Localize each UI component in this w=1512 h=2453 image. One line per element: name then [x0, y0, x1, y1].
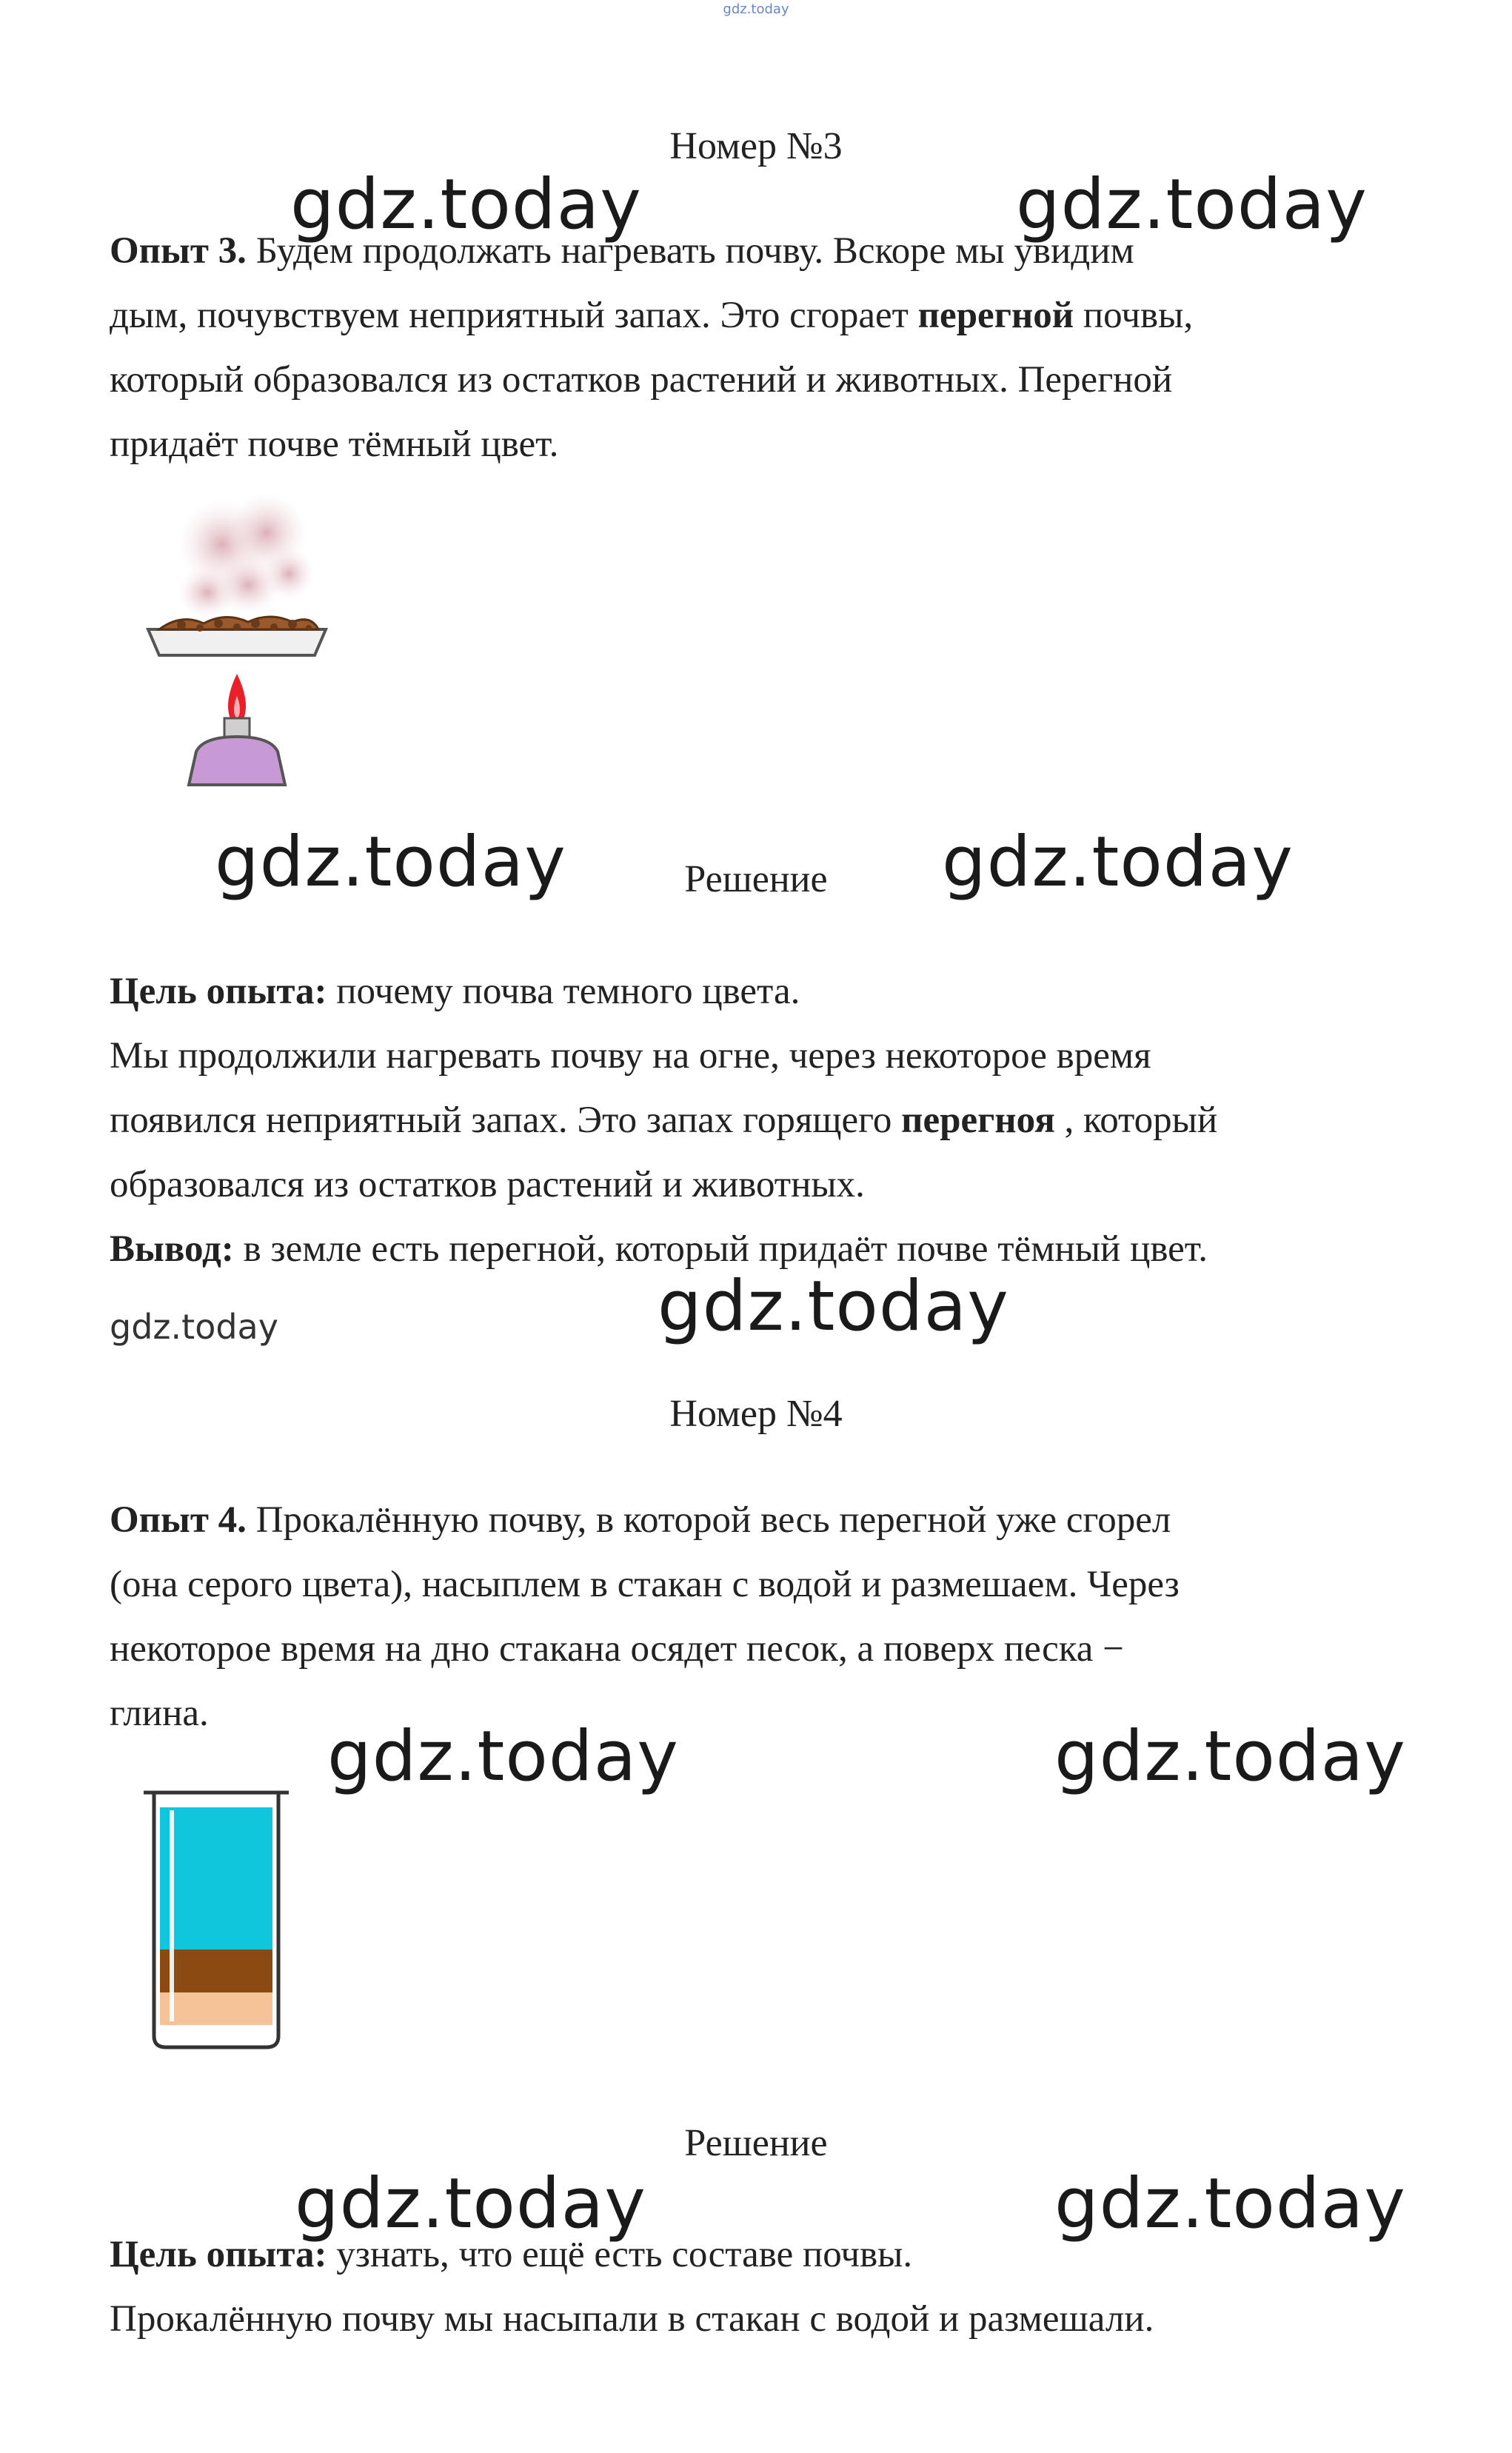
- top-watermark: gdz.today: [723, 1, 789, 17]
- bold-term: перегной: [917, 295, 1074, 336]
- experiment-label: Опыт 4.: [110, 1499, 247, 1541]
- text-segment: некоторое время на дно стакана осядет песок, а поверх песка −: [110, 1628, 1124, 1670]
- watermark: gdz.today: [942, 822, 1294, 903]
- text-segment: почвы,: [1074, 295, 1194, 336]
- text-segment: Прокалённую почву, в которой весь перегной уже сгорел: [246, 1499, 1171, 1541]
- text-line: [110, 1617, 1442, 1681]
- section4-solution-label: Решение: [684, 2122, 828, 2164]
- text-line: [110, 2287, 1442, 2352]
- text-segment: Прокалённую почву мы насыпали в стакан с водой и размешали.: [110, 2298, 1154, 2340]
- watermark-small: gdz.today: [110, 1307, 278, 1347]
- watermark: gdz.today: [295, 2163, 646, 2244]
- goal-label: Цель опыта:: [110, 971, 327, 1012]
- text-segment: Будем продолжать нагревать почву. Вскоре мы увидим: [246, 230, 1134, 272]
- watermark: gdz.today: [215, 822, 566, 903]
- text-segment: появился неприятный запах. Это запах горящего: [110, 1100, 902, 1141]
- watermark: gdz.today: [658, 1266, 1009, 1347]
- dish-icon: [148, 617, 326, 655]
- text-segment: , который: [1054, 1100, 1218, 1141]
- text-line: [110, 1553, 1442, 1617]
- text-line: [110, 1488, 1442, 1553]
- goal-label: Цель опыта:: [110, 2234, 327, 2275]
- text-segment: Мы продолжили нагревать почву на огне, через некоторое время: [110, 1035, 1151, 1077]
- text-segment: (она серого цвета), насыплем в стакан с водой и размешаем. Через: [110, 1564, 1180, 1605]
- text-segment: дым, почувствуем неприятный запах. Это сгорает: [110, 295, 918, 336]
- sand-layer: [160, 1992, 272, 2025]
- text-line: [110, 1024, 1442, 1088]
- section3-solution-text: [110, 960, 1442, 1282]
- section3-experiment-text: [110, 219, 1442, 477]
- text-segment: придаёт почве тёмный цвет.: [110, 424, 559, 465]
- text-segment: образовался из остатков растений и животных.: [110, 1164, 865, 1205]
- water-layer: [160, 1807, 272, 1950]
- watermark: gdz.today: [1054, 2163, 1406, 2244]
- section3-solution-label: Решение: [684, 858, 828, 900]
- text-line: [110, 1153, 1442, 1217]
- watermark: gdz.today: [290, 164, 642, 245]
- smoke-icon: [178, 492, 315, 618]
- text-segment: который образовался из остатков растений и животных. Перегной: [110, 359, 1173, 401]
- burner-icon: [189, 718, 285, 785]
- text-line: [110, 219, 1442, 284]
- beaker-layers-illustration: [141, 1781, 296, 2055]
- text-line: [110, 412, 1442, 477]
- section4-experiment-text: [110, 1488, 1442, 1746]
- text-segment: узнать, что ещё есть составе почвы.: [327, 2234, 913, 2275]
- text-line: [110, 284, 1442, 348]
- burner-with-dish-illustration: [137, 481, 352, 800]
- watermark: gdz.today: [327, 1716, 679, 1797]
- text-segment: глина.: [110, 1693, 209, 1734]
- text-line: [110, 348, 1442, 412]
- watermark: gdz.today: [1054, 1716, 1406, 1797]
- watermark: gdz.today: [1016, 164, 1368, 245]
- text-segment: в земле есть перегной, который придаёт почве тёмный цвет.: [233, 1228, 1208, 1270]
- text-segment: почему почва темного цвета.: [327, 971, 800, 1012]
- flame-icon: [228, 674, 246, 722]
- experiment-label: Опыт 3.: [110, 230, 247, 272]
- section4-heading: Номер №4: [669, 1393, 843, 1435]
- section3-heading: Номер №3: [669, 125, 843, 167]
- bold-term: перегноя: [901, 1100, 1055, 1141]
- conclusion-label: Вывод:: [110, 1228, 234, 1270]
- text-line: [110, 2223, 1442, 2287]
- clay-layer: [160, 1950, 272, 1992]
- section4-solution-text: [110, 2223, 1442, 2352]
- text-line: [110, 1088, 1442, 1153]
- text-line: [110, 960, 1442, 1024]
